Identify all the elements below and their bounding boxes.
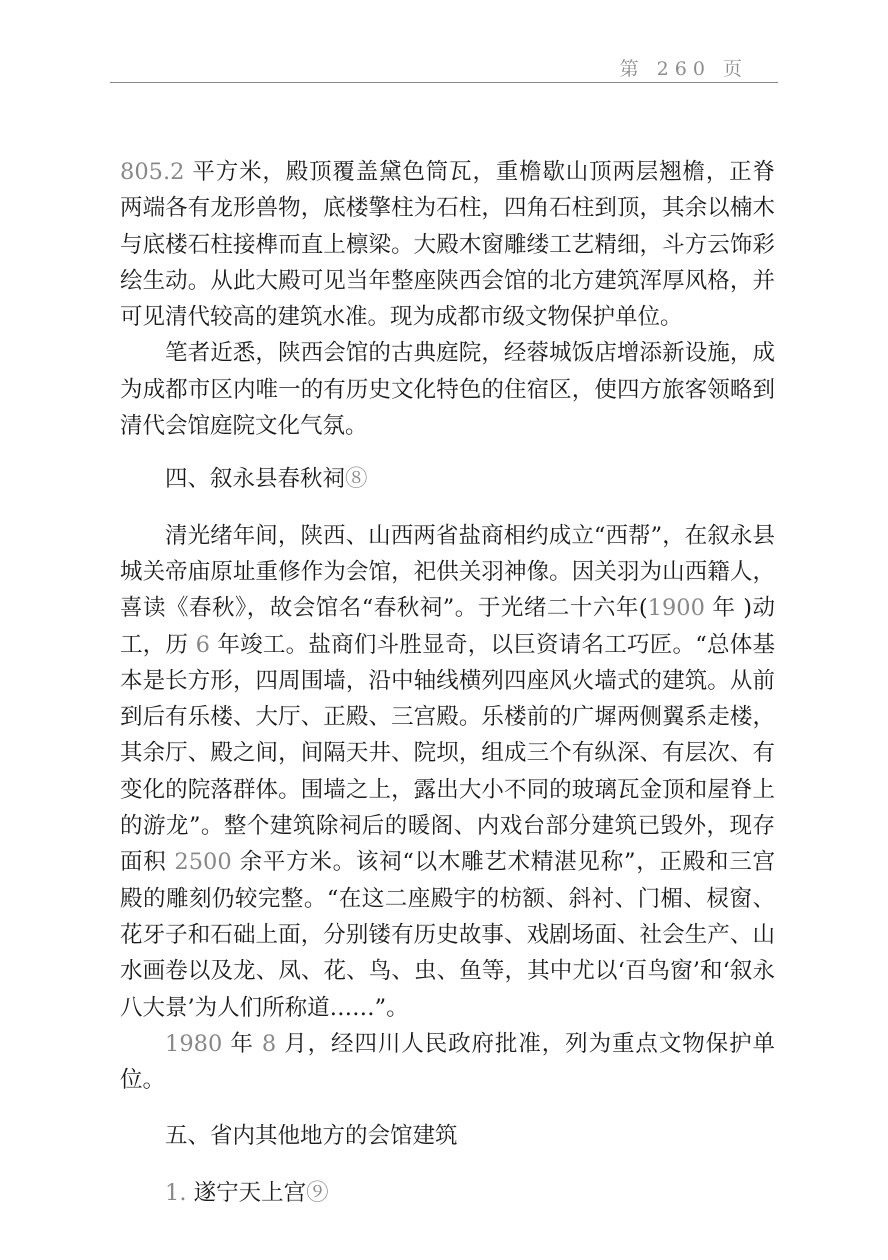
paragraph-3-text-c: 年竣工。盐商们斗胜显奇，以巨资请名工巧匠。“总体基本是长方形，四周围墙，沿中轴线横列四座风火墙式的建筑。从前到后有乐楼、大厅、正殿、三宫殿。乐楼前的广墀两侧翼系走楼，其余厅、殿之间，间隔天井、院坝，组成三个有纵深、有层次、有变化的院落群体。围墙之上，露出大小不同的玻璃瓦金顶和屋脊上的游龙”。整个建筑除祠后的暖阁、内戏台部分建筑已毁外，现存面积 — [120, 631, 776, 876]
paragraph-1 — [120, 154, 775, 335]
subsection-heading-1-text: 遂宁天上宫 — [186, 1179, 307, 1206]
paragraph-4 — [120, 1026, 775, 1099]
subsection-heading-1 — [165, 1175, 775, 1211]
duration-number: 6 — [195, 631, 210, 658]
area-number: 2500 — [174, 849, 232, 876]
area-number: 805.2 — [120, 159, 185, 185]
paragraph-1-text: 平方米，殿顶覆盖黛色筒瓦，重檐歇山顶两层翘檐，正脊两端各有龙形兽物，底楼擎柱为石柱，四角石柱到顶，其余以楠木与底楼石柱接榫而直上檩梁。大殿木窗雕缕工艺精细，斗方云饰彩绘生动。从此大殿可见当年整座陕西会馆的北方建筑浑厚风格，并可见清代较高的建筑水准。现为成都市级文物保护单位。 — [120, 159, 775, 331]
page-header — [110, 48, 778, 83]
page-number: 第 260 页 — [619, 58, 748, 80]
footnote-marker: ⑧ — [345, 466, 368, 493]
document-body — [120, 154, 775, 1211]
year-number: 1980 — [165, 1030, 223, 1057]
paragraph-3-text-d: 余平方米。该祠“以木雕艺术精湛见称”，正殿和三宫殿的雕刻仍较完整。“在这二座殿宇的枋额、斜衬、门楣、棂窗、花牙子和石础上面，分别镂有历史故事、戏剧场面、社会生产、山水画卷以及龙、凤、花、鸟、虫、鱼等，其中尤以‘百鸟窗’和‘叙永八大景’为人们所称道……”。 — [120, 849, 775, 1021]
paragraph-2: 笔者近悉，陕西会馆的古典庭院，经蓉城饭店增添新设施，成为成都市区内唯一的有历史文化特色的住宿区，使四方旅客领略到清代会馆庭院文化气氛。 — [120, 340, 775, 440]
footnote-marker: ⑨ — [306, 1179, 329, 1206]
paragraph-3-text-a: 清光绪年间，陕西、山西两省盐商相约成立“西帮”，在叙永县城关帝庙原址重修作为会馆，祀供关羽神像。因关羽为山西籍人，喜读《春秋》，故会馆名“春秋祠”。于光绪二十六年( — [120, 522, 775, 622]
section-heading-4-text: 四、叙永县春秋祠 — [165, 466, 346, 493]
paragraph-3 — [120, 518, 775, 1026]
section-heading-5: 五、省内其他地方的会馆建筑 — [165, 1123, 458, 1150]
month-number: 8 — [261, 1030, 277, 1057]
paragraph-4-text-a: 年 — [222, 1030, 262, 1057]
item-number: 1. — [165, 1179, 187, 1206]
year-number: 1900 — [647, 595, 705, 622]
paragraph-3-text-b: 年 )动工，历 — [120, 595, 775, 658]
paragraph-4-text-b: 月，经四川人民政府批准，列为重点文物保护单位。 — [120, 1030, 775, 1094]
section-heading-4 — [165, 461, 775, 497]
